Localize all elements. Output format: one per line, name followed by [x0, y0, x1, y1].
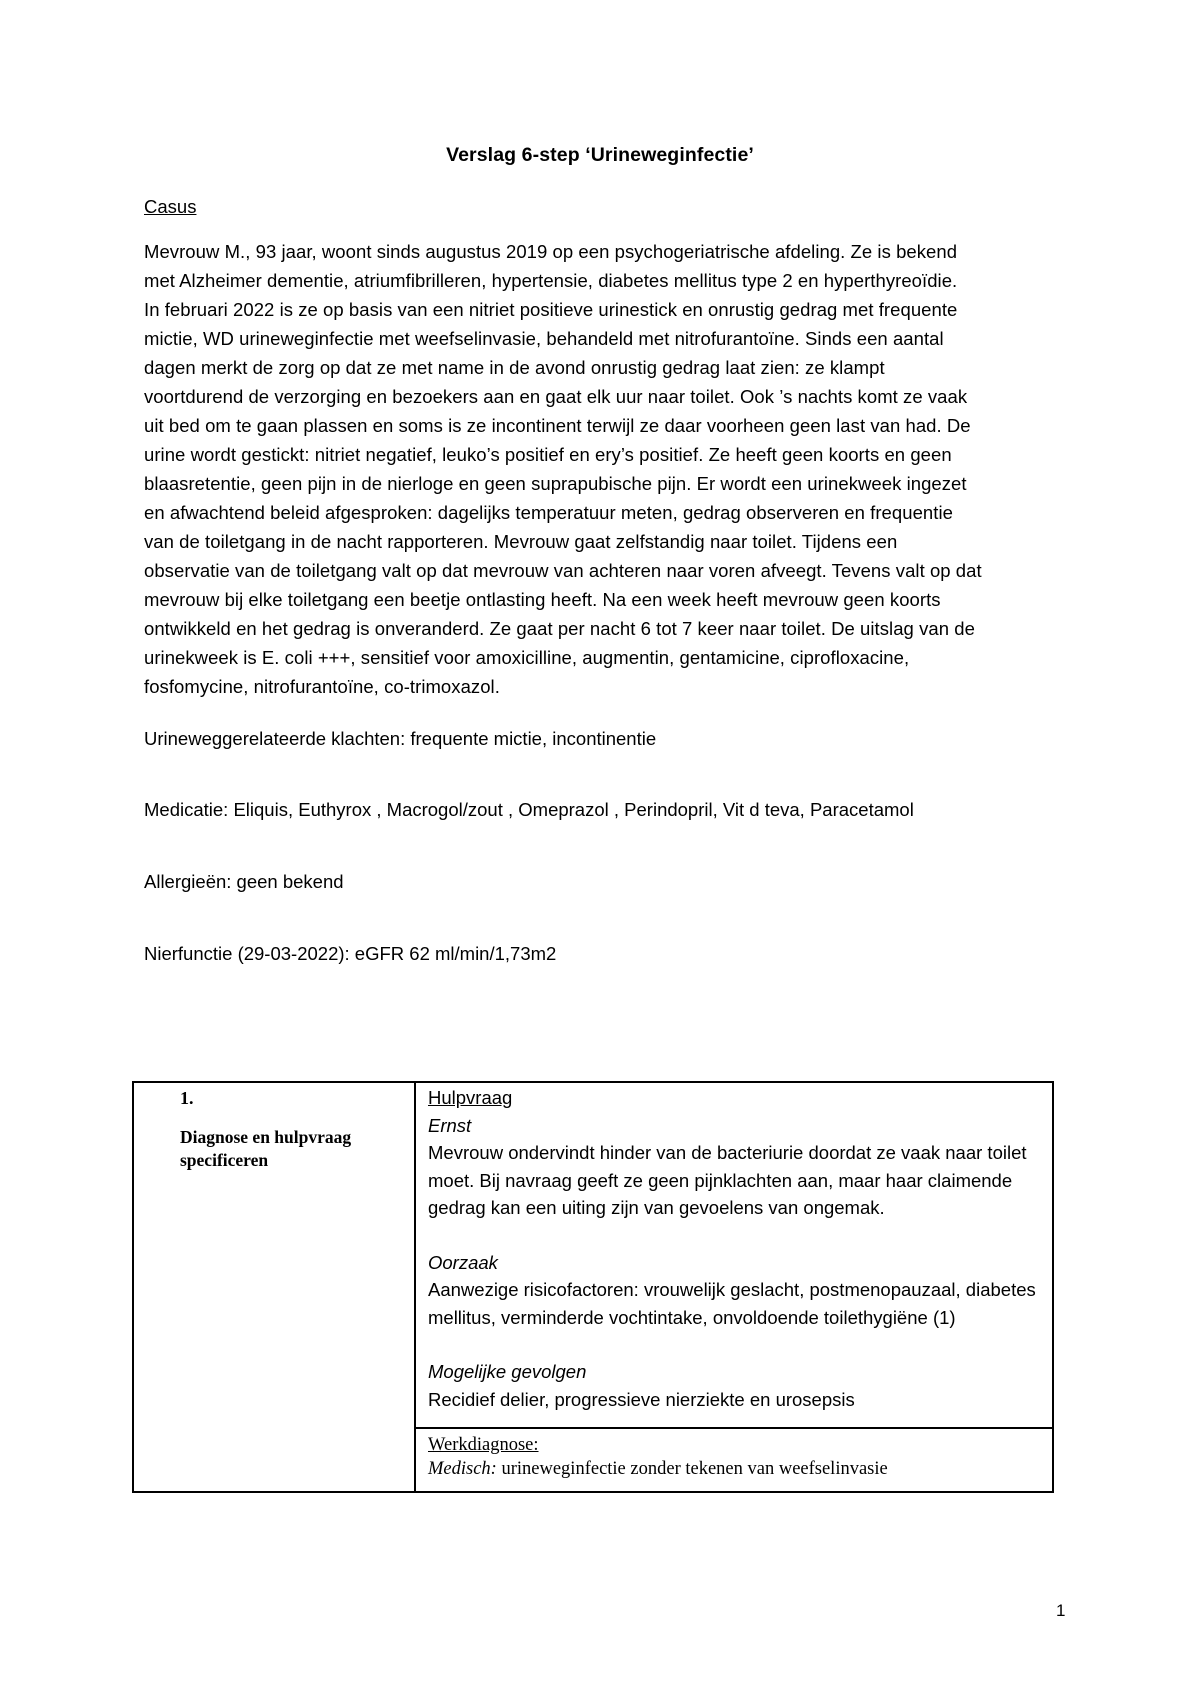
werkdiagnose-heading: Werkdiagnose:	[428, 1435, 539, 1455]
allergies-line: Allergieën: geen bekend	[144, 871, 344, 892]
gevolgen-heading: Mogelijke gevolgen	[428, 1361, 587, 1382]
spacer	[428, 1222, 1042, 1249]
ernst-text: Mevrouw ondervindt hinder van de bacteriurie doordat ze vaak naar toilet moet. Bij navraag geeft ze geen pijnklachten aan, maar haar claimende gedrag kan een uiting zijn van gevoelens van ongemak.	[428, 1142, 1027, 1218]
werkdiagnose-cell	[415, 1428, 1053, 1492]
casus-line: mevrouw bij elke toiletgang een beetje ontlasting heeft. Na een week heeft mevrouw geen koorts	[144, 589, 941, 610]
casus-line: Mevrouw M., 93 jaar, woont sinds augustus 2019 op een psychogeriatrische afdeling. Ze is bekend	[144, 241, 958, 262]
casus-paragraph	[144, 237, 1074, 701]
medication-line: Medicatie: Eliquis, Euthyrox , Macrogol/zout , Omeprazol , Perindopril, Vit d teva, Paracetamol	[144, 799, 914, 820]
document-title: Verslag 6-step ‘Urineweginfectie’	[446, 144, 754, 166]
spacer	[428, 1331, 1042, 1358]
table-row	[133, 1082, 1053, 1428]
gevolgen-text: Recidief delier, progressieve nierziekte en urosepsis	[428, 1388, 855, 1410]
page-number: 1	[1056, 1601, 1066, 1620]
casus-line: voortdurend de verzorging en bezoekers aan en gaat elk uur naar toilet. Ook ’s nachts komt ze vaak	[144, 386, 968, 407]
six-step-table	[132, 1081, 1054, 1493]
casus-line: ontwikkeld en het gedrag is onveranderd. Ze gaat per nacht 6 tot 7 keer naar toilet. De uitslag van de	[144, 618, 975, 639]
casus-line: observatie van de toiletgang valt op dat mevrouw van achteren naar voren afveegt. Tevens valt op dat	[144, 560, 982, 581]
casus-line: met Alzheimer dementie, atriumfibrilleren, hypertensie, diabetes mellitus type 2 en hyperthyreoïdie.	[144, 270, 958, 291]
step-title: Diagnose en hulpvraag specificeren	[180, 1127, 352, 1170]
casus-line: dagen merkt de zorg op dat ze met name in de avond onrustig gedrag laat zien: ze klampt	[144, 357, 885, 378]
casus-line: en afwachtend beleid afgesproken: dagelijks temperatuur meten, gedrag observeren en frequentie	[144, 502, 953, 523]
casus-line: In februari 2022 is ze op basis van een nitriet positieve urinestick en onrustig gedrag met frequente	[144, 299, 958, 320]
ernst-heading: Ernst	[428, 1114, 472, 1136]
casus-line: blaasretentie, geen pijn in de nierloge en geen suprapubische pijn. Er wordt een urinekweek ingezet	[144, 473, 967, 494]
casus-line: van de toiletgang in de nacht rapporteren. Mevrouw gaat zelfstandig naar toilet. Tijdens een	[144, 531, 898, 552]
renal-function-line: Nierfunctie (29-03-2022): eGFR 62 ml/min/1,73m2	[144, 943, 557, 964]
step-label-cell	[133, 1082, 415, 1492]
medisch-label: Medisch:	[428, 1459, 497, 1479]
oorzaak-text: Aanwezige risicofactoren: vrouwelijk geslacht, postmenopauzaal, diabetes mellitus, verminderde vochtintake, onvoldoende toilethygiëne (1)	[428, 1279, 1036, 1328]
casus-line: mictie, WD urineweginfectie met weefselinvasie, behandeld met nitrofurantoïne. Sinds een aantal	[144, 328, 944, 349]
complaints-line: Urineweggerelateerde klachten: frequente mictie, incontinentie	[144, 728, 657, 749]
casus-line: fosfomycine, nitrofurantoïne, co-trimoxazol.	[144, 676, 500, 697]
casus-line: urine wordt gestickt: nitriet negatief, leuko’s positief en ery’s positief. Ze heeft geen koorts en geen	[144, 444, 952, 465]
step-number: 1.	[180, 1088, 194, 1108]
casus-line: uit bed om te gaan plassen en soms is ze incontinent terwijl ze daar voorheen geen last van had. De	[144, 415, 971, 436]
hulpvraag-heading: Hulpvraag	[428, 1087, 513, 1108]
medisch-text: urineweginfectie zonder tekenen van weefselinvasie	[496, 1459, 888, 1479]
hulpvraag-cell	[415, 1082, 1053, 1428]
casus-line: urinekweek is E. coli +++, sensitief voor amoxicilline, augmentin, gentamicine, ciprofloxacine,	[144, 647, 910, 668]
oorzaak-heading: Oorzaak	[428, 1251, 498, 1273]
casus-heading: Casus	[144, 196, 197, 217]
